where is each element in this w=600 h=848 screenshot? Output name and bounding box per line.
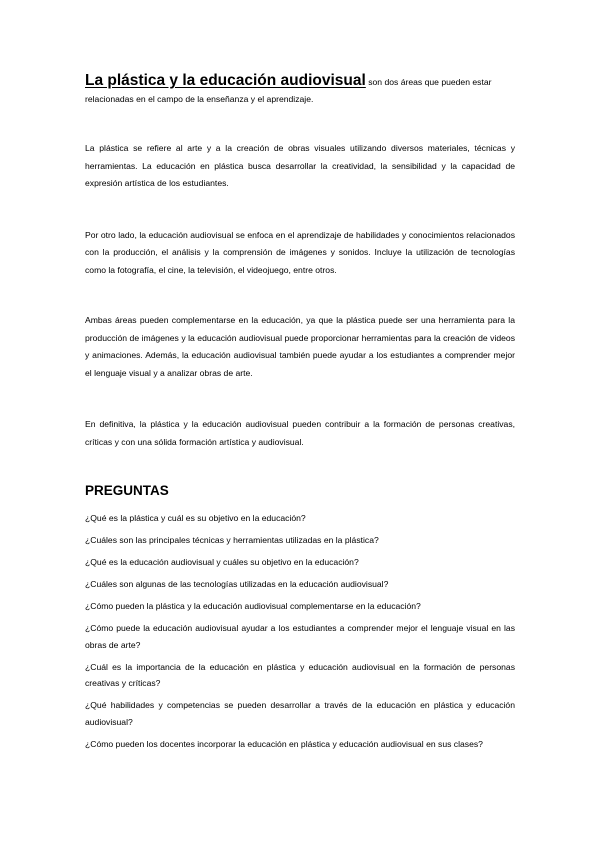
question-item: ¿Qué habilidades y competencias se pueden desarrollar a través de la educación en plástica y educación audiovisual? — [85, 700, 515, 727]
question-item: ¿Cómo puede la educación audiovisual ayudar a los estudiantes a comprender mejor el lenguaje visual en las obras de arte? — [85, 623, 515, 650]
question-item: ¿Cómo pueden la plástica y la educación audiovisual complementarse en la educación? — [85, 601, 421, 611]
questions-list — [85, 510, 515, 752]
document-page — [85, 72, 515, 758]
question-item: ¿Cómo pueden los docentes incorporar la educación en plástica y educación audiovisual en sus clases? — [85, 738, 483, 749]
paragraph-plastica: La plástica se refiere al arte y a la creación de obras visuales utilizando diversos materiales, técnicas y herramientas. La educación en plástica busca desarrollar la creatividad, la sensibilidad y la capacidad de expresión artística de los estudiantes. — [85, 143, 515, 188]
question-item: ¿Cuál es la importancia de la educación en plástica y educación audiovisual en la formación de personas creativas y críticas? — [85, 661, 515, 688]
paragraph-conclusion: En definitiva, la plástica y la educación audiovisual pueden contribuir a la formación de personas creativas, críticas y con una sólida formación artística y audiovisual. — [85, 419, 515, 447]
questions-heading: PREGUNTAS — [85, 483, 169, 498]
paragraph-audiovisual: Por otro lado, la educación audiovisual se enfoca en el aprendizaje de habilidades y conocimientos relacionados con la producción, el análisis y la comprensión de imágenes y sonidos. Incluye la utilización de tecnologías como la fotografía, el cine, la televisión, el videojuego, entre otros. — [85, 229, 515, 275]
question-item: ¿Qué es la plástica y cuál es su objetivo en la educación? — [85, 513, 306, 523]
intro-text: son dos áreas que pueden estar relacionadas en el campo de la enseñanza y el aprendizaje. — [85, 77, 492, 104]
question-item: ¿Qué es la educación audiovisual y cuáles su objetivo en la educación? — [85, 557, 359, 567]
intro-paragraph — [85, 72, 515, 108]
paragraph-complementarse: Ambas áreas pueden complementarse en la educación, ya que la plástica puede ser una herramienta para la producción de imágenes y la educación audiovisual puede proporcionar herramientas para la creación de videos y animaciones. Además, la educación audiovisual también puede ayudar a los estudiantes a comprender mejor el lenguaje visual y a analizar obras de arte. — [85, 315, 515, 378]
question-item: ¿Cuáles son las principales técnicas y herramientas utilizadas en la plástica? — [85, 535, 379, 545]
question-item: ¿Cuáles son algunas de las tecnologías utilizadas en la educación audiovisual? — [85, 579, 389, 589]
document-title: La plástica y la educación audiovisual — [85, 72, 366, 89]
